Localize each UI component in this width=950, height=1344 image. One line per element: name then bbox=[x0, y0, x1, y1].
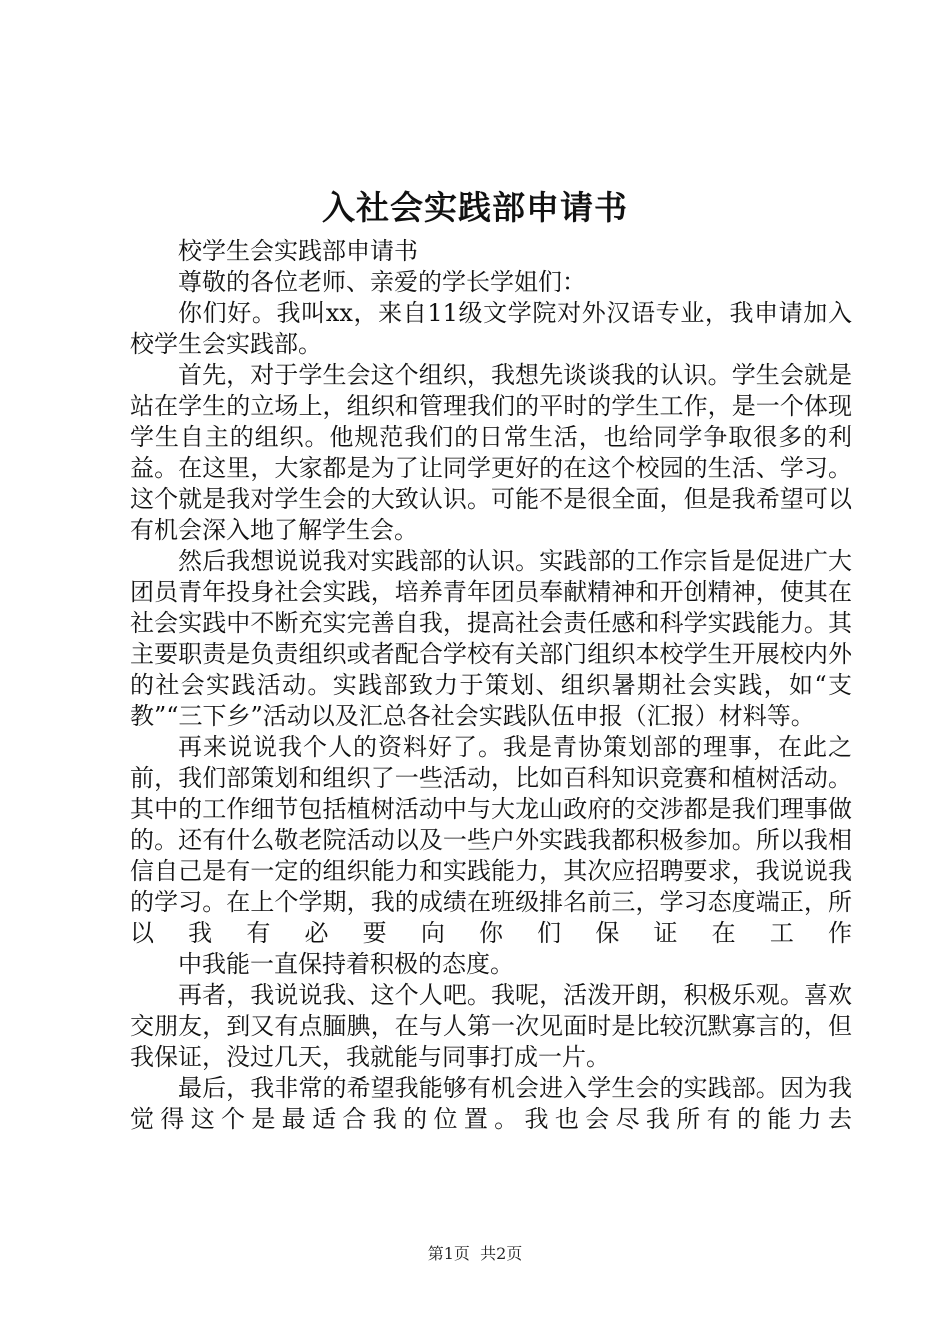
footer-separator bbox=[470, 1244, 480, 1263]
paragraph-greeting: 你们好。我叫xx，来自11级文学院对外汉语专业，我申请加入校学生会实践部。 bbox=[130, 299, 852, 358]
paragraph-personality: 再者，我说说我、这个人吧。我呢，活泼开朗，积极乐观。喜欢交朋友，到又有点腼腆，在与人第一次见面时是比较沉默寡言的，但我保证，没过几天，我就能与同事打成一片。 bbox=[130, 981, 852, 1071]
page-total: 共2页 bbox=[480, 1244, 523, 1263]
paragraph-attitude: 中我能一直保持着积极的态度。 bbox=[178, 950, 514, 978]
paragraph-salutation: 尊敬的各位老师、亲爱的学长学姐们： bbox=[178, 268, 586, 296]
document-body bbox=[130, 236, 852, 1135]
paragraph-practice-department: 然后我想说说我对实践部的认识。实践部的工作宗旨是促进广大团员青年投身社会实践，培养青年团员奉献精神和开创精神，使其在社会实践中不断充实完善自我，提高社会责任感和科学实践能力。其主要职责是负责组织或者配合学校有关部门组织本校学生开展校内外的社会实践活动。实践部致力于策划、组织暑期社会实践，如“支教”“三下乡”活动以及汇总各社会实践队伍申报（汇报）材料等。 bbox=[130, 547, 852, 730]
paragraph-heading: 校学生会实践部申请书 bbox=[178, 237, 418, 265]
page-number: 第1页 bbox=[427, 1244, 470, 1263]
paragraph-conclusion: 最后，我非常的希望我能够有机会进入学生会的实践部。因为我觉得这个是最适合我的位置。我也会尽我所有的能力去 bbox=[130, 1074, 852, 1133]
page-footer bbox=[0, 1244, 950, 1264]
paragraph-personal-experience: 再来说说我个人的资料好了。我是青协策划部的理事，在此之前，我们部策划和组织了一些活动，比如百科知识竞赛和植树活动。其中的工作细节包括植树活动中与大龙山政府的交涉都是我们理事做的。还有什么敬老院活动以及一些户外实践我都积极参加。所以我相信自己是有一定的组织能力和实践能力，其次应招聘要求，我说说我的学习。在上个学期，我的成绩在班级排名前三，学习态度端正，所以我有必要向你们保证在工作 bbox=[130, 733, 852, 947]
paragraph-student-union: 首先，对于学生会这个组织，我想先谈谈我的认识。学生会就是站在学生的立场上，组织和管理我们的平时的学生工作，是一个体现学生自主的组织。他规范我们的日常生活，也给同学争取很多的利益。在这里，大家都是为了让同学更好的在这个校园的生活、学习。这个就是我对学生会的大致认识。可能不是很全面，但是我希望可以有机会深入地了解学生会。 bbox=[130, 361, 852, 544]
document-title: 入社会实践部申请书 bbox=[322, 188, 628, 227]
